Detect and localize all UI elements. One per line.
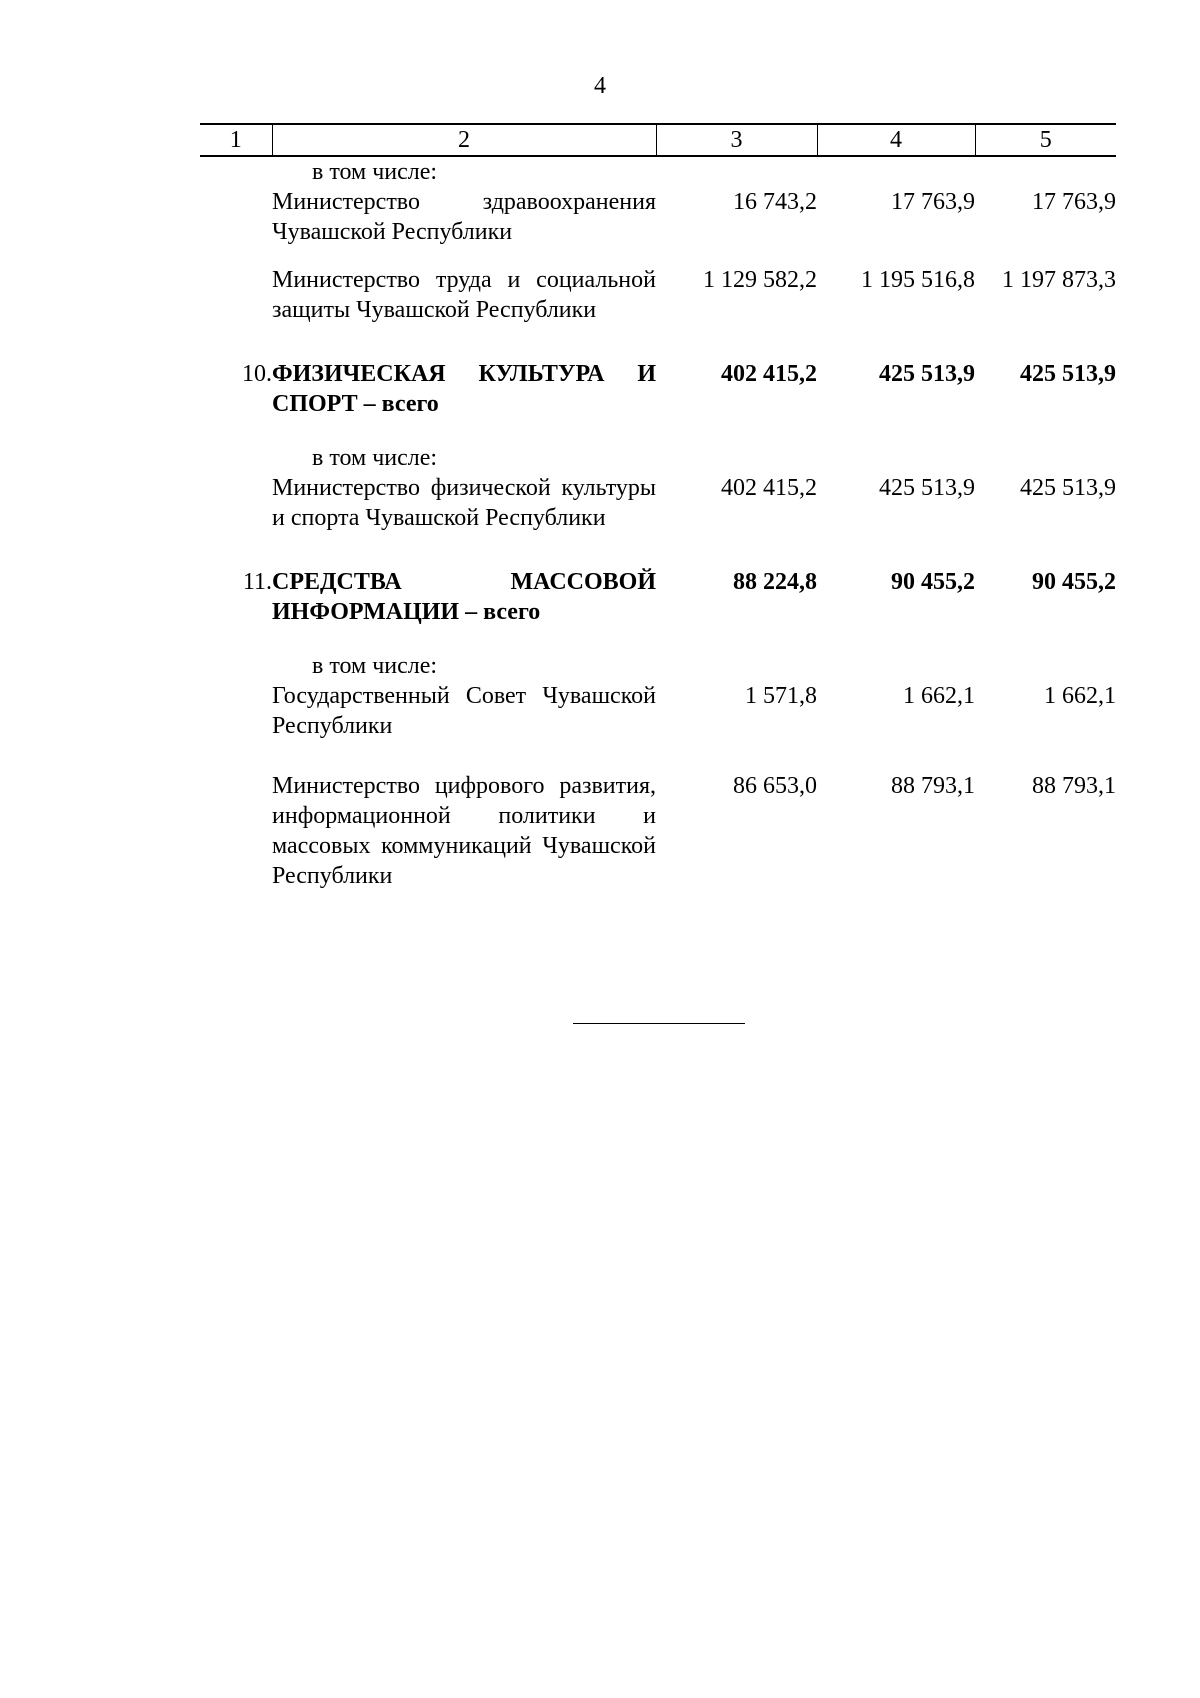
row-name-cell — [272, 156, 656, 247]
table-row — [200, 443, 1116, 533]
column-header: 4 — [817, 124, 975, 156]
value-col3: 402 415,2 — [721, 361, 817, 387]
row-spacer — [200, 419, 1116, 443]
row-name-cell — [272, 443, 656, 533]
row-index — [200, 651, 272, 741]
row-index — [200, 443, 272, 533]
end-of-document-rule — [573, 1023, 745, 1024]
value-col4: 425 513,9 — [879, 475, 975, 501]
row-name: Министерство цифрового развития, информационной политики и массовых коммуникаций Чувашской Республики — [272, 773, 656, 889]
budget-table — [200, 123, 1116, 891]
value-col4: 17 763,9 — [891, 189, 975, 215]
including-label: в том числе: — [312, 653, 438, 679]
value-col4: 88 793,1 — [891, 773, 975, 799]
value-col5: 17 763,9 — [1032, 189, 1116, 215]
table-row — [200, 567, 1116, 627]
value-col3: 402 415,2 — [721, 475, 817, 501]
row-name-text: СРЕДСТВА МАССОВОЙ ИНФОРМАЦИИ – всего — [272, 569, 656, 625]
value-col3: 1 571,8 — [745, 683, 817, 709]
row-spacer — [200, 741, 1116, 771]
page-number: 4 — [594, 73, 606, 99]
table-row — [200, 359, 1116, 419]
column-header: 3 — [656, 124, 817, 156]
value-col4: 425 513,9 — [879, 361, 975, 387]
value-col5: 1 662,1 — [1044, 683, 1116, 709]
row-spacer — [200, 325, 1116, 359]
row-spacer — [200, 533, 1116, 567]
value-col3: 1 129 582,2 — [703, 267, 817, 293]
value-col5: 88 793,1 — [1032, 773, 1116, 799]
row-index: 11. — [242, 569, 272, 595]
row-spacer — [200, 627, 1116, 651]
value-col3: 88 224,8 — [733, 569, 817, 595]
column-header: 1 — [200, 124, 272, 156]
row-name: Государственный Совет Чувашской Республики — [272, 683, 656, 739]
value-col5: 90 455,2 — [1032, 569, 1116, 595]
row-index: 10. — [242, 361, 272, 387]
value-col5: 425 513,9 — [1020, 361, 1116, 387]
table-row — [200, 265, 1116, 325]
row-name-cell — [272, 651, 656, 741]
value-col5: 425 513,9 — [1020, 475, 1116, 501]
column-header: 2 — [272, 124, 656, 156]
value-col3: 86 653,0 — [733, 773, 817, 799]
row-index — [200, 156, 272, 247]
value-col3: 16 743,2 — [733, 189, 817, 215]
row-name: Министерство труда и социальной защиты Чувашской Республики — [272, 267, 656, 323]
column-header: 5 — [975, 124, 1116, 156]
value-col4: 1 662,1 — [903, 683, 975, 709]
row-index — [200, 771, 272, 891]
column-number-row — [200, 124, 1116, 156]
including-label: в том числе: — [312, 159, 438, 185]
row-name: Министерство здравоохранения Чувашской Республики — [272, 189, 656, 245]
row-index — [200, 265, 272, 325]
table-row — [200, 156, 1116, 247]
row-name: ФИЗИЧЕСКАЯ КУЛЬТУРА И СПОРТ – всего — [272, 361, 656, 417]
row-name — [272, 567, 656, 627]
including-label: в том числе: — [312, 445, 438, 471]
table-row — [200, 771, 1116, 891]
table-row — [200, 651, 1116, 741]
value-col5: 1 197 873,3 — [1002, 267, 1116, 293]
row-spacer — [200, 247, 1116, 265]
row-name: Министерство физической культуры и спорта Чувашской Республики — [272, 475, 656, 531]
value-col4: 1 195 516,8 — [861, 267, 975, 293]
value-col4: 90 455,2 — [891, 569, 975, 595]
